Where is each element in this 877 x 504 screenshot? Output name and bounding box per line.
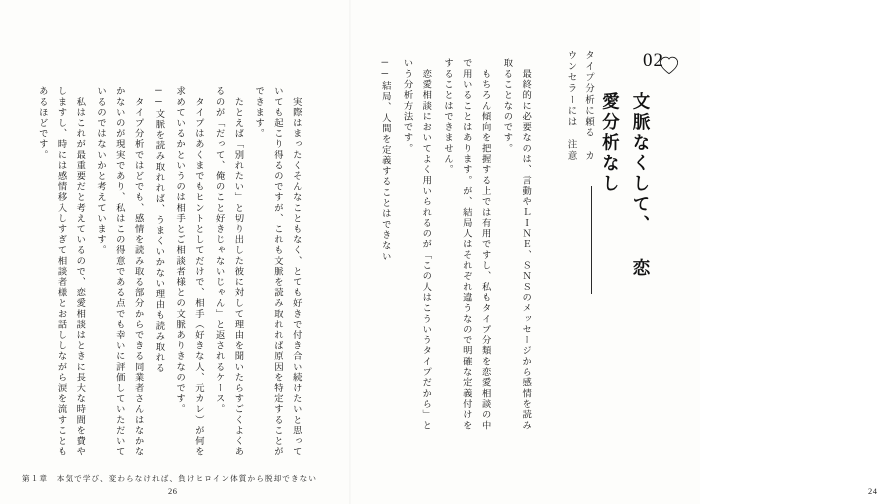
folio-right: 24: [868, 487, 877, 496]
text-column: ──結局、人間を定義することはできない: [379, 58, 390, 262]
text-column: たとえば「別れたい」と切り出した彼に対して理由を聞いたらすごくよくあるのが「だって、俺のこと好きじゃないじゃん」と返されるケース。: [213, 86, 243, 457]
lead-note: タイプ分析に頼る カウンセラーには 注意: [565, 50, 593, 162]
right-page: [352, 0, 877, 504]
text-column: 最終的に必要なのは、言動やＬＩＮＥ、ＳＮＳのメッセージから感情を読み取ることなのです。: [501, 58, 531, 431]
text-column: タイプ分析ではどでも、感情を読み取る部分からできる同業者さんはなかなかないのが現実であり、私はこの得意である点でも幸いに評価していただいているのではないかと考えています。: [95, 86, 143, 457]
lead-rule: [591, 186, 592, 294]
text-column: 私はこれが最重要だと考えているので、恋愛相談はときに長大な時間を費やしますし、時には感情移入しすぎて相談者様とお話ししながら涙を流すこともあるほどです。: [36, 86, 85, 457]
left-page: [0, 0, 348, 504]
folio-left: 26: [168, 487, 178, 496]
text-column: タイプはあくまでもヒントとしてだけで、相手（好きな人、元カレ）が何を求めているかというのは相手とご相談者様との文脈ありきなのです。: [174, 86, 203, 457]
right-page-body: [372, 58, 568, 448]
text-column: 恋愛相談においてよく用いられるのが「この人はこういうタイプだから」という分析方法です。: [401, 58, 431, 431]
page-fold: [349, 0, 351, 504]
text-column: ──文脈を読み取れれば、うまくいかない理由も読み取れる: [153, 86, 164, 374]
heart-icon: [658, 55, 680, 75]
text-column: もちろん傾向を把握する上では有用ですし、私もタイプ分類を恋愛相談の中で用いることはあります。が、結局人はそれぞれ違うなので明確な定義付けをすることはできません。: [442, 58, 490, 431]
section-number: 02: [643, 50, 664, 71]
chapter-footer: 第１章 本気で学び、変わらなければ、負けヒロイン体質から脱却できない: [22, 474, 318, 483]
text-column: 実際はまったくそんなこともなく、とても好きで付き合い続けたいと思っていても起こり得るのですが、これも文脈を読み取れれば原因を特定することができます。: [253, 86, 301, 457]
page-title: 文脈なくして、 恋愛分析なし: [600, 92, 651, 279]
left-page-body: [30, 86, 330, 456]
